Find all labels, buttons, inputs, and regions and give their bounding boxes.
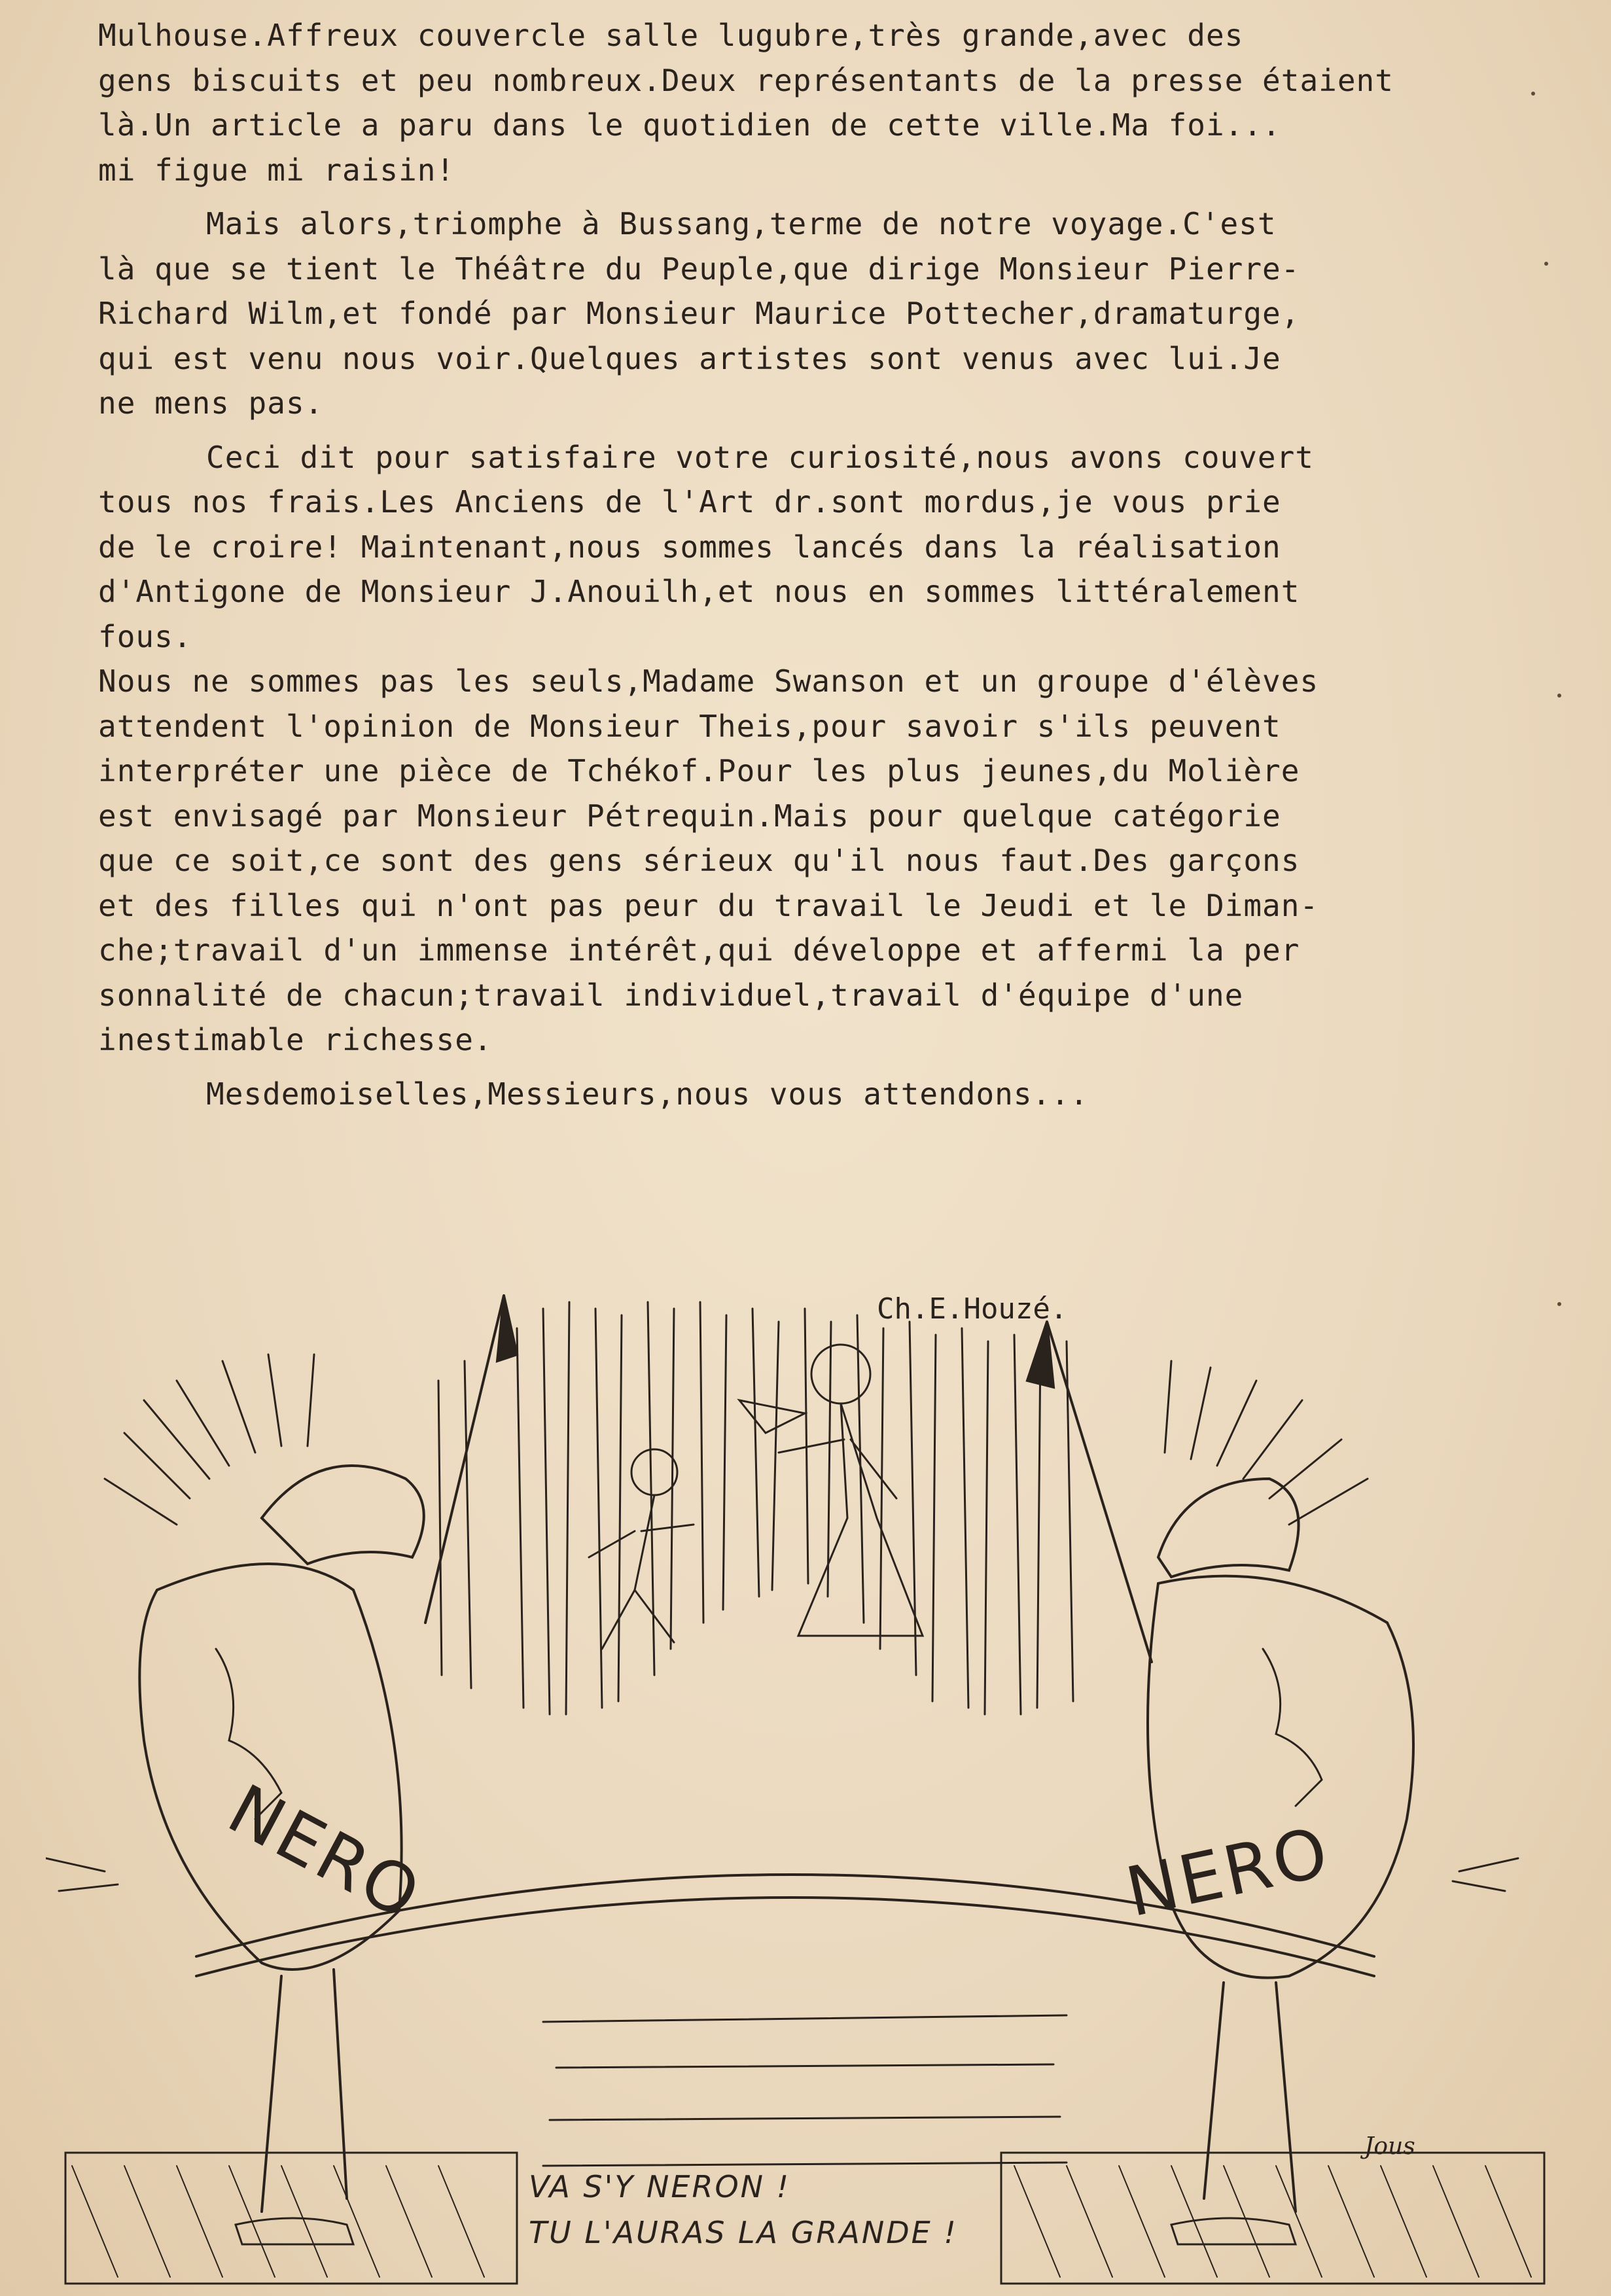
right-legs bbox=[1204, 1983, 1296, 2212]
article-line: là que se tient le Théâtre du Peuple,que dirige Monsieur Pierre- bbox=[98, 251, 1300, 287]
article-line: et des filles qui n'ont pas peur du travail le Jeudi et le Diman- bbox=[98, 887, 1319, 923]
article-line: Mulhouse.Affreux couvercle salle lugubre,très grande,avec des bbox=[98, 18, 1244, 53]
article-body bbox=[98, 13, 1472, 1116]
article-line: Mesdemoiselles,Messieurs,nous vous attendons... bbox=[206, 1076, 1089, 1112]
right-shield-label: NERO bbox=[1119, 1811, 1337, 1933]
left-spear bbox=[425, 1296, 504, 1623]
article-line: fous. bbox=[98, 618, 192, 654]
article-line: interpréter une pièce de Tchékof.Pour les plus jeunes,du Molière bbox=[98, 753, 1300, 788]
article-line: Mais alors,triomphe à Bussang,terme de notre voyage.C'est bbox=[206, 206, 1277, 241]
article-line: est envisagé par Monsieur Pétrequin.Mais pour quelque catégorie bbox=[98, 798, 1281, 834]
article-line: che;travail d'un immense intérêt,qui développe et affermi la per bbox=[98, 932, 1300, 968]
speech-caption-line2: TU L'AURAS LA GRANDE ! bbox=[529, 2215, 958, 2250]
curtain-lines bbox=[438, 1302, 1073, 1714]
punch-dot bbox=[1531, 92, 1535, 96]
punch-dot bbox=[1557, 694, 1561, 698]
punch-dot bbox=[1544, 262, 1548, 266]
article-line: d'Antigone de Monsieur J.Anouilh,et nous en sommes littéralement bbox=[98, 574, 1300, 609]
left-shield-label: NERO bbox=[215, 1769, 434, 1936]
article-line: inestimable richesse. bbox=[98, 1022, 493, 1057]
artist-mark: Jous bbox=[1364, 2133, 1415, 2160]
author-signature: Ch.E.Houzé. bbox=[877, 1292, 1068, 1326]
left-helmet bbox=[262, 1466, 424, 1564]
article-line: attendent l'opinion de Monsieur Theis,pour savoir s'ils peuvent bbox=[98, 708, 1281, 744]
article-line: tous nos frais.Les Anciens de l'Art dr.sont mordus,je vous prie bbox=[98, 484, 1281, 520]
article-line: mi figue mi raisin! bbox=[98, 152, 455, 188]
article-line: là.Un article a paru dans le quotidien de cette ville.Ma foi... bbox=[98, 107, 1281, 143]
right-spear bbox=[1047, 1322, 1152, 1662]
article-line: que ce soit,ce sont des gens sérieux qu'il nous faut.Des garçons bbox=[98, 843, 1300, 878]
left-helmet-rays bbox=[105, 1354, 314, 1525]
article-line: Nous ne sommes pas les seuls,Madame Swanson et un groupe d'élèves bbox=[98, 663, 1319, 699]
speech-caption-line1: VA S'Y NERON ! bbox=[529, 2169, 791, 2204]
article-line: Ceci dit pour satisfaire votre curiosité,nous avons couvert bbox=[206, 439, 1314, 475]
punch-dot bbox=[1557, 1302, 1561, 1306]
article-line: Richard Wilm,et fondé par Monsieur Maurice Pottecher,dramaturge, bbox=[98, 296, 1300, 331]
article-line: sonnalité de chacun;travail individuel,travail d'équipe d'une bbox=[98, 977, 1244, 1013]
stage-floor-lines bbox=[543, 2015, 1067, 2166]
dancing-figures bbox=[589, 1345, 923, 1649]
article-line: qui est venu nous voir.Quelques artistes sont venus avec lui.Je bbox=[98, 340, 1281, 376]
right-helmet bbox=[1158, 1479, 1299, 1577]
left-legs bbox=[262, 1969, 347, 2212]
article-line: gens biscuits et peu nombreux.Deux représentants de la presse étaient bbox=[98, 62, 1394, 98]
right-plinth bbox=[1001, 2153, 1544, 2284]
article-line: ne mens pas. bbox=[98, 385, 324, 421]
article-line: de le croire! Maintenant,nous sommes lancés dans la réalisation bbox=[98, 529, 1281, 565]
